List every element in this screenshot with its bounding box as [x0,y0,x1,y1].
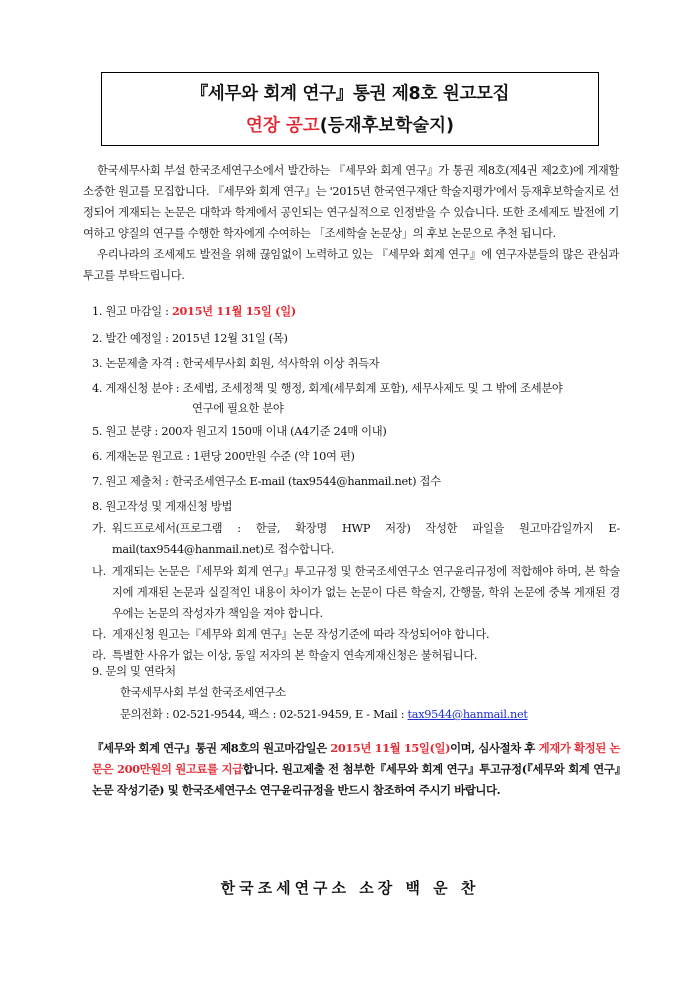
subitem-da [92,624,620,645]
item-method [92,498,232,514]
item-label: 발간 예정일 : [105,332,172,345]
item-submission [92,473,441,489]
item-label: 논문제출 자격 : [105,357,183,370]
notice-text: 이며, 심사절차 후 [450,741,539,755]
title-sub [102,112,598,137]
item-number: 8. [92,500,103,513]
notice-deadline: 2015년 11월 15일(일) [330,741,451,755]
subitem-ga [92,518,620,560]
subitem-text: 게재신청 원고는『세무와 회계 연구』논문 작성기준에 따라 작성되어야 합니다. [112,628,490,641]
subitem-mark: 다. [92,628,106,641]
title-box [101,72,599,146]
item-number: 3. [92,357,103,370]
signature: 한국조세연구소 소장 백 운 찬 [220,879,480,897]
subitem-text: 게재되는 논문은『세무와 회계 연구』투고규정 및 한국조세연구소 연구윤리규정에 적합해야 하며, 본 학술지에 게재된 논문과 실질적인 내용이 차이가 없는 논문이 다른 학술지, 간행물, 학위 논문에 중복 게재된 경우에는 논문의 작성자가 책임을 져야 합니다. [112,565,620,620]
item-publish-date [92,330,288,346]
item-number: 6. [92,450,103,463]
title-journal-status: (등재후보학술지) [319,116,455,136]
title-extension-notice: 연장 공고 [245,116,320,136]
subitem-mark: 라. [92,649,106,662]
subitem-text: 특별한 사유가 없는 이상, 동일 저자의 본 학술지 연속게재신청은 불허됩니다. [112,649,478,662]
item-fee [92,448,355,464]
subitem-mark: 가. [92,522,106,535]
item-label: 원고 제출처 : [105,475,172,488]
item-value: 조세법, 조세정책 및 행정, 회계(세무회계 포함), 세무사제도 및 그 밖에 조세분야 [182,382,563,395]
notice-text: 합니다. 원고제출 전 첨부한『세무와 회계 연구』투고규정(『세무와 회계 연구』논문 작성기준) 및 한국조세연구소 연구윤리규정을 반드시 참조하여 주시기 바랍니다. [92,762,621,797]
contact-org: 한국세무사회 부설 한국조세연구소 [120,686,286,699]
item-value: 한국조세연구소 E-mail (tax9544@hanmail.net) 접수 [171,475,441,488]
subitem-na [92,561,620,624]
contact-section [92,663,528,722]
item-length [92,423,387,439]
item-number: 7. [92,475,103,488]
item-value: 2015년 12월 31일 (목) [171,332,288,345]
item-label: 게재논문 원고료 : [105,450,194,463]
item-value-continued: 연구에 필요한 분야 [192,402,284,415]
item-number: 5. [92,425,103,438]
item-deadline [92,303,296,319]
item-value: 1편당 200만원 수준 (약 10여 편) [193,450,355,463]
subitem-text: 워드프로세서(프로그램 : 한글, 확장명 HWP 저장) 작성한 파일을 원고마감일까지 E-mail(tax9544@hanmail.net)로 접수합니다. [112,522,620,556]
item-label: 게재신청 분야 : [105,382,183,395]
subitem-mark: 나. [92,565,106,578]
item-fields [92,380,620,416]
contact-phone-label: 문의전화 : 02-521-9544, 팩스 : 02-521-9459, E - Mail : [120,708,408,721]
notice-fee: 게재가 확정된 논문은 200만원의 원고료를 지급 [92,741,620,776]
item-label: 원고 분량 : [105,425,162,438]
contact-heading: 9. 문의 및 연락처 [92,665,176,678]
item-label: 원고작성 및 게재신청 방법 [105,500,233,513]
contact-phone-line [92,706,528,722]
title-main: 『세무와 회계 연구』통권 제8호 원고모집 [190,84,510,104]
notice-text: 『세무와 회계 연구』통권 제8호의 원고마감일은 [92,741,331,755]
contact-email-link[interactable]: tax9544@hanmail.net [407,708,528,721]
item-value: 한국세무사회 회원, 석사학위 이상 취득자 [182,357,380,370]
deadline-notice [92,738,620,801]
item-number: 4. [92,382,103,395]
intro-paragraph-1: 한국세무사회 부설 한국조세연구소에서 발간하는 『세무와 회계 연구』가 통권 제8호(제4권 제2호)에 게재할 소중한 원고를 모집합니다. 『세무와 회계 연구』는 '2015년 한국연구재단 학술지평가'에서 등재후보학술지로 선정되어 게재되는 논문은 대학과 학계에서 공인되는 연구실적으로 인정받을 수 있습니다. 또한 조세제도 발전에 기여하고 양질의 연구를 수행한 학자에게 수여하는 「조세학술 논문상」의 후보 논문으로 추천 됩니다. [83,164,619,240]
intro-paragraph-2: 우리나라의 조세제도 발전을 위해 끊임없이 노력하고 있는 『세무와 회계 연구』에 연구자분들의 많은 관심과 투고를 부탁드립니다. [83,248,619,282]
intro-section [83,160,619,286]
item-value: 200자 원고지 150매 이내 (A4기준 24매 이내) [161,425,387,438]
item-number: 1. [92,305,103,318]
item-eligibility [92,355,379,371]
deadline-date: 2015년 11월 15일 (일) [171,304,296,318]
item-number: 2. [92,332,103,345]
item-label: 원고 마감일 : [105,305,172,318]
